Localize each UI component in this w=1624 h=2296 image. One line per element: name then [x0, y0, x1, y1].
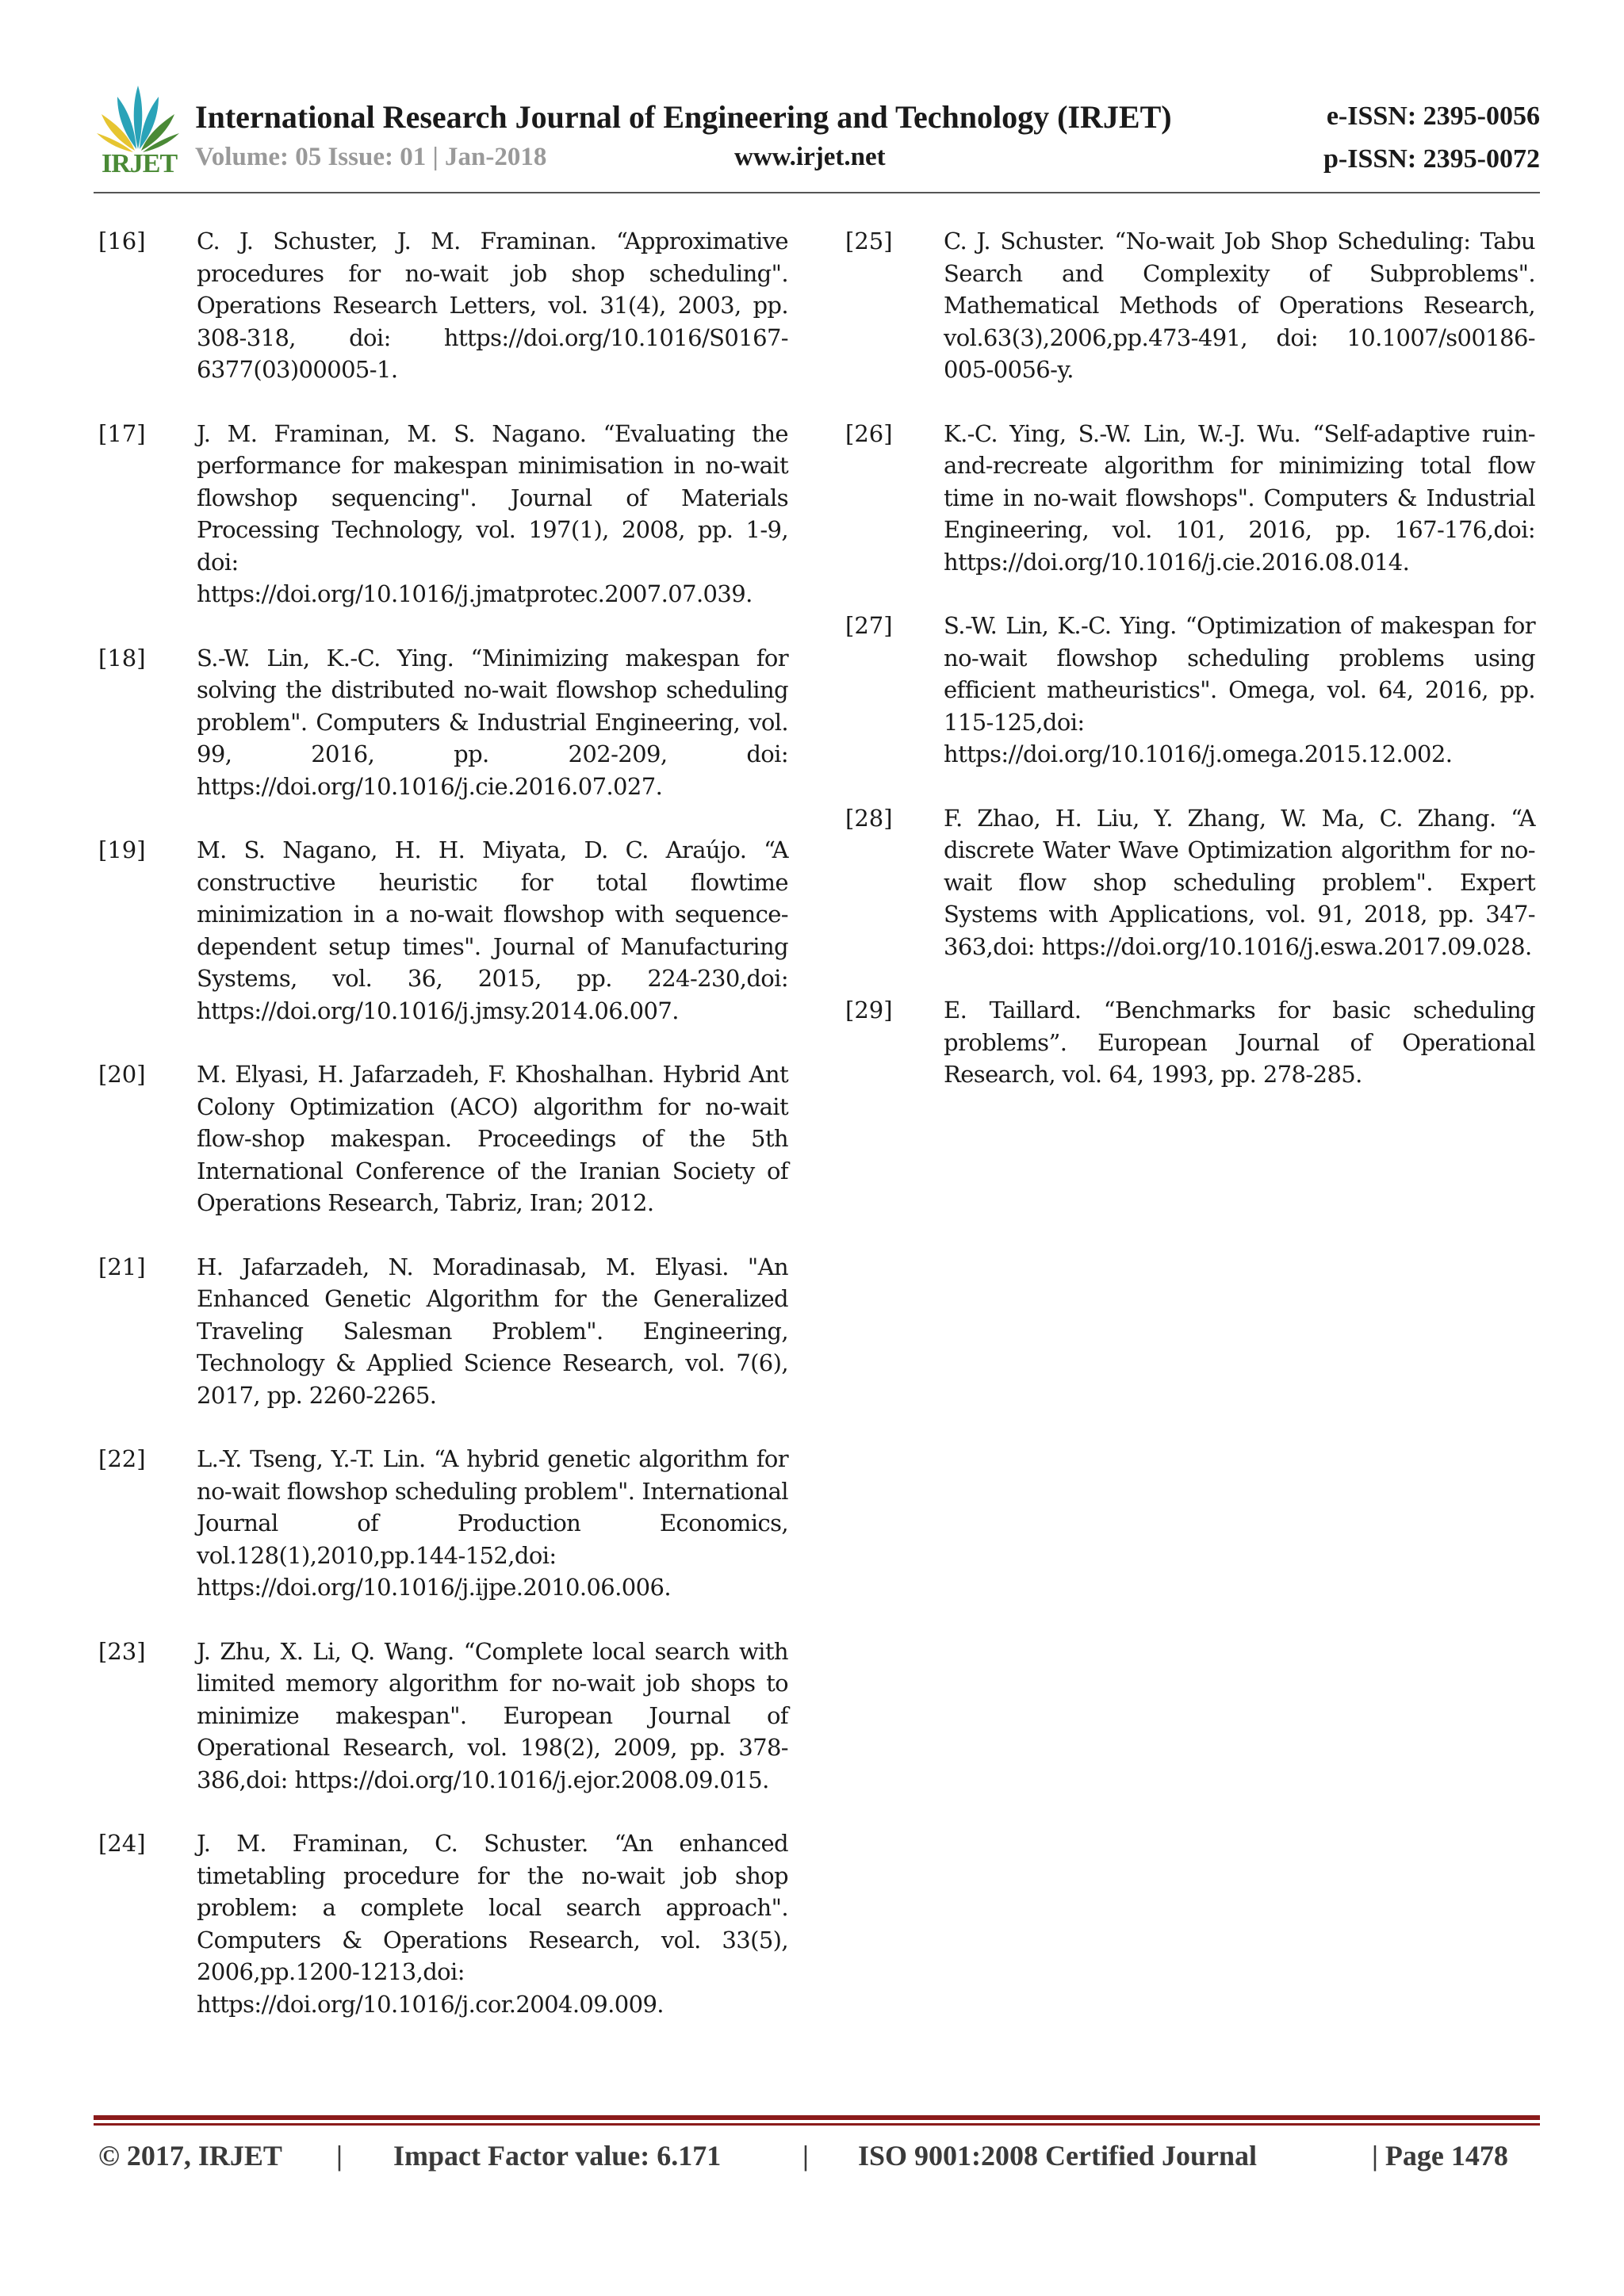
irjet-logo	[94, 82, 182, 184]
reference-number: [19]	[98, 836, 146, 863]
journal-website-link[interactable]: www.irjet.net	[734, 143, 886, 171]
reference-number: [25]	[845, 228, 893, 254]
reference-number: [26]	[845, 419, 893, 447]
volume-info: Volume: 05 Issue: 01 | Jan-2018	[195, 143, 547, 171]
leaf-logo-icon	[94, 82, 182, 154]
reference-text: C. J. Schuster, J. M. Framinan. “Approximative procedures for no-wait job shop scheduling". Operations Research Letters, vol. 31(4), 2003, pp. 308-318, doi: https://doi.org/10.1016/S0167-6377(03)00005-1.	[197, 228, 788, 383]
reference-text: H. Jafarzadeh, N. Moradinasab, M. Elyasi. "An Enhanced Genetic Algorithm for the Generalized Traveling Salesman Problem". Engineering, Technology & Applied Science Research, vol. 7(6), 2017, pp. 2260-2265.	[197, 1253, 788, 1409]
reference-item	[98, 834, 788, 1027]
reference-number: [27]	[845, 612, 893, 639]
journal-title: International Research Journal of Engineering and Technology (IRJET)	[195, 99, 1172, 135]
reference-number: [16]	[98, 228, 146, 254]
header-divider	[94, 192, 1540, 193]
reference-number: [23]	[98, 1637, 146, 1665]
reference-number: [17]	[98, 419, 146, 447]
reference-item	[98, 1636, 788, 1797]
reference-number: [20]	[98, 1061, 146, 1088]
reference-number: [29]	[845, 997, 893, 1024]
footer-separator: |	[336, 2140, 343, 2172]
references-left-column	[98, 225, 788, 2052]
reference-item	[98, 225, 788, 386]
reference-text: K.-C. Ying, S.-W. Lin, W.-J. Wu. “Self-adaptive ruin-and-recreate algorithm for minimizing total flow time in no-wait flowshops". Computers & Industrial Engineering, vol. 101, 2016, pp. 167-176,doi: https://doi.org/10.1016/j.cie.2016.08.014.	[944, 419, 1535, 576]
reference-text: E. Taillard. “Benchmarks for basic scheduling problems”. European Journal of Operational Research, vol. 64, 1993, pp. 278-285.	[944, 997, 1535, 1088]
footer-copyright: © 2017, IRJET	[98, 2140, 282, 2172]
references-right-column	[845, 225, 1535, 1123]
footer-rule-thin	[94, 2123, 1540, 2126]
reference-text: J. M. Framinan, C. Schuster. “An enhanced timetabling procedure for the no-wait job shop problem: a complete local search approach". Computers & Operations Research, vol. 33(5), 2006,pp.1200-1213,doi: https://doi.org/10.1016/j.cor.2004.09.009.	[197, 1830, 788, 2018]
reference-number: [22]	[98, 1445, 146, 1472]
footer-rule-thick	[94, 2115, 1540, 2120]
reference-text: L.-Y. Tseng, Y.-T. Lin. “A hybrid genetic algorithm for no-wait flowshop scheduling problem". International Journal of Production Economics, vol.128(1),2010,pp.144-152,doi: https://doi.org/10.1016/j.ijpe.2010.06.006.	[197, 1445, 788, 1601]
footer-impact-factor: Impact Factor value: 6.171	[393, 2140, 722, 2172]
reference-item	[845, 802, 1535, 963]
reference-text: M. S. Nagano, H. H. Miyata, D. C. Araújo. “A constructive heuristic for total flowtime minimization in a no-wait flowshop with sequence-dependent setup times". Journal of Manufacturing Systems, vol. 36, 2015, pp. 224-230,doi: https://doi.org/10.1016/j.jmsy.2014.06.007.	[197, 836, 788, 1024]
reference-number: [28]	[845, 804, 893, 832]
reference-item	[98, 1251, 788, 1412]
reference-item	[98, 1827, 788, 2020]
reference-item	[845, 418, 1535, 579]
reference-item	[98, 418, 788, 610]
reference-number: [21]	[98, 1253, 146, 1280]
page-header	[94, 82, 1540, 197]
reference-item	[98, 1443, 788, 1604]
reference-item	[845, 225, 1535, 386]
footer-separator: |	[802, 2140, 809, 2172]
reference-text: F. Zhao, H. Liu, Y. Zhang, W. Ma, C. Zhang. “A discrete Water Wave Optimization algorithm for no-wait flow shop scheduling problem". Expert Systems with Applications, vol. 91, 2018, pp. 347-363,doi: https://doi.org/10.1016/j.eswa.2017.09.028.	[944, 804, 1535, 960]
reference-text: J. M. Framinan, M. S. Nagano. “Evaluating the performance for makespan minimisation in no-wait flowshop sequencing". Journal of Materials Processing Technology, vol. 197(1), 2008, pp. 1-9, doi: https://doi.org/10.1016/j.jmatprotec.2007.07.039.	[197, 419, 788, 607]
footer-iso-certification: ISO 9001:2008 Certified Journal	[858, 2140, 1257, 2172]
reference-number: [24]	[98, 1830, 146, 1857]
p-issn: p-ISSN: 2395-0072	[1323, 144, 1540, 174]
reference-text: M. Elyasi, H. Jafarzadeh, F. Khoshalhan. Hybrid Ant Colony Optimization (ACO) algorithm for no-wait flow-shop makespan. Proceedings of the 5th International Conference of the Iranian Society of Operations Research, Tabriz, Iran; 2012.	[197, 1061, 788, 1216]
page-footer	[98, 2133, 1540, 2180]
logo-text: IRJET	[102, 149, 178, 178]
footer-page-number: | Page 1478	[1372, 2140, 1508, 2172]
reference-item	[98, 1058, 788, 1219]
reference-item	[98, 642, 788, 803]
reference-item	[845, 994, 1535, 1091]
reference-item	[845, 610, 1535, 771]
reference-text: S.-W. Lin, K.-C. Ying. “Optimization of makespan for no-wait flowshop scheduling problems using efficient matheuristics". Omega, vol. 64, 2016, pp. 115-125,doi: https://doi.org/10.1016/j.omega.2015.12.002.	[944, 612, 1535, 767]
reference-text: J. Zhu, X. Li, Q. Wang. “Complete local search with limited memory algorithm for no-wait job shops to minimize makespan". European Journal of Operational Research, vol. 198(2), 2009, pp. 378-386,doi: https://doi.org/10.1016/j.ejor.2008.09.015.	[197, 1637, 788, 1793]
reference-number: [18]	[98, 644, 146, 672]
reference-text: S.-W. Lin, K.-C. Ying. “Minimizing makespan for solving the distributed no-wait flowshop scheduling problem". Computers & Industrial Engineering, vol. 99, 2016, pp. 202-209, doi: https://doi.org/10.1016/j.cie.2016.07.027.	[197, 644, 788, 800]
reference-text: C. J. Schuster. “No-wait Job Shop Scheduling: Tabu Search and Complexity of Subproblems". Mathematical Methods of Operations Research, vol.63(3),2006,pp.473-491, doi: 10.1007/s00186-005-0056-y.	[944, 228, 1535, 383]
e-issn: e-ISSN: 2395-0056	[1326, 101, 1540, 131]
